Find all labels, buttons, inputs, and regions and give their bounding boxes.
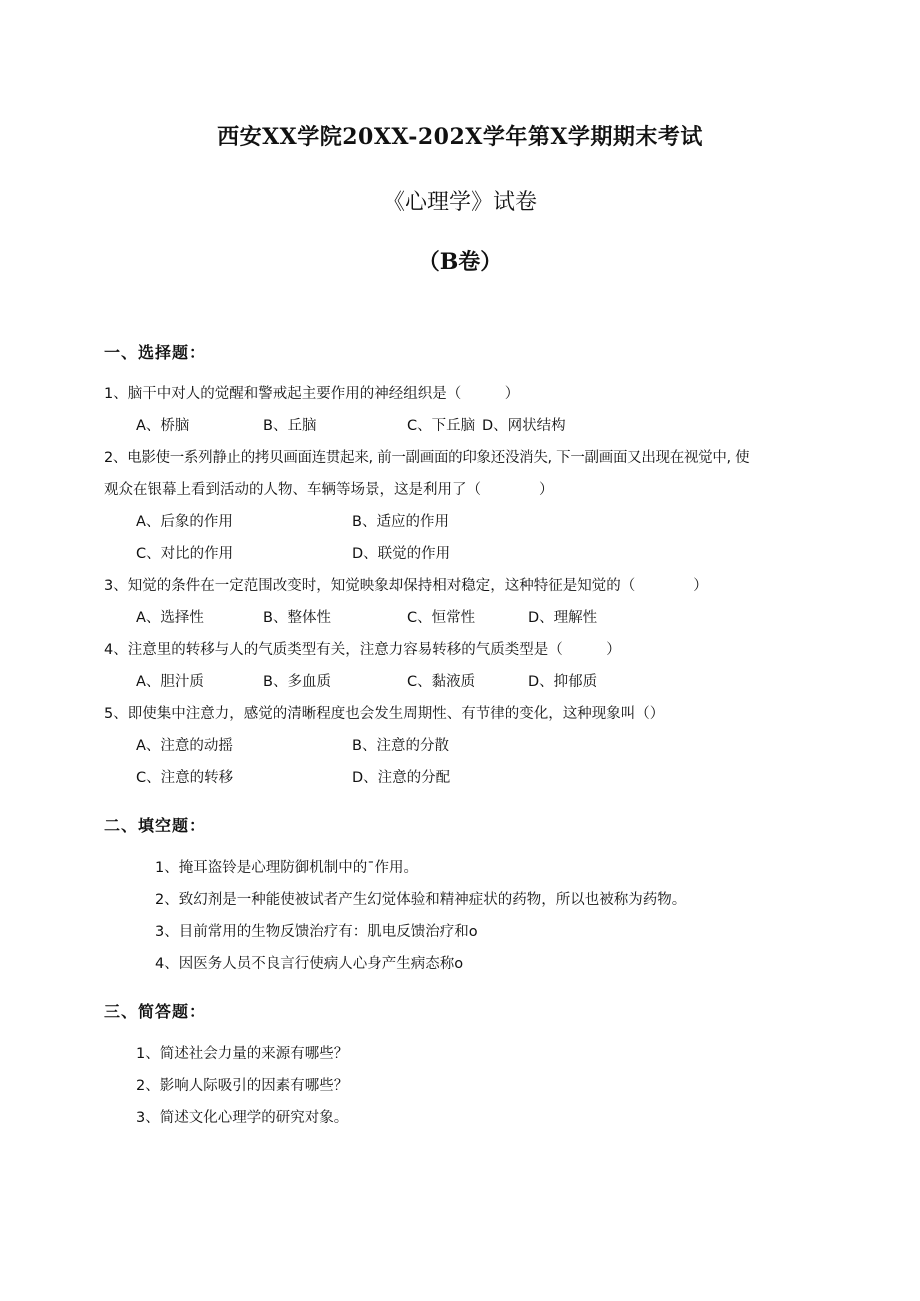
fill-blank-item: 3、目前常用的生物反馈治疗有：肌电反馈治疗和o: [155, 924, 478, 940]
q2-option-a: A、后象的作用: [136, 514, 233, 530]
section-heading-choice: 一、选择题：: [104, 343, 207, 362]
q2-option-c: C、对比的作用: [136, 546, 234, 562]
paper-version: （B卷）: [417, 249, 503, 275]
question-1: 1、脑干中对人的觉醒和警戒起主要作用的神经组织是（ ）: [104, 386, 520, 402]
question-2-line1: 2、电影使一系列静止的拷贝画面连贯起来, 前一副画面的印象还没消失, 下一副画面又出现在视觉中, 使: [104, 450, 750, 466]
q2-option-d: D、联觉的作用: [352, 546, 451, 562]
section-heading-short-answer: 三、简答题：: [104, 1002, 207, 1021]
short-answer-item: 3、简述文化心理学的研究对象。: [136, 1110, 349, 1126]
q5-option-d: D、注意的分配: [352, 770, 451, 786]
question-5: 5、即使集中注意力，感觉的清晰程度也会发生周期性、有节律的变化，这种现象叫（）: [104, 706, 665, 722]
q5-option-a: A、注意的动摇: [136, 738, 233, 754]
course-title: 《心理学》试卷: [382, 190, 537, 215]
question-2-line2: 观众在银幕上看到活动的人物、车辆等场景，这是利用了（ ）: [104, 482, 554, 498]
exam-title: 西安XX学院20XX-202X学年第X学期期末考试: [217, 124, 703, 150]
q1-option-c: C、下丘脑: [407, 418, 476, 434]
q1-option-b: B、丘脑: [263, 418, 317, 434]
q3-option-c: C、恒常性: [407, 610, 476, 626]
fill-blank-item: 2、致幻剂是一种能使被试者产生幻觉体验和精神症状的药物，所以也被称为药物。: [155, 892, 687, 908]
q1-option-d: D、网状结构: [482, 418, 566, 434]
question-4: 4、注意里的转移与人的气质类型有关，注意力容易转移的气质类型是（ ）: [104, 642, 621, 658]
q5-option-c: C、注意的转移: [136, 770, 234, 786]
section-heading-fill-blank: 二、填空题：: [104, 816, 207, 835]
q4-option-c: C、黏液质: [407, 674, 476, 690]
q1-option-a: A、桥脑: [136, 418, 190, 434]
q4-option-b: B、多血质: [263, 674, 331, 690]
fill-blank-item: 1、掩耳盗铃是心理防御机制中的ˉ作用。: [155, 860, 418, 876]
q3-option-d: D、理解性: [528, 610, 598, 626]
question-3: 3、知觉的条件在一定范围改变时，知觉映象却保持相对稳定，这种特征是知觉的（ ）: [104, 578, 708, 594]
q3-option-b: B、整体性: [263, 610, 331, 626]
q5-option-b: B、注意的分散: [352, 738, 449, 754]
short-answer-item: 2、影响人际吸引的因素有哪些？: [136, 1078, 349, 1094]
q3-option-a: A、选择性: [136, 610, 204, 626]
q2-option-b: B、适应的作用: [352, 514, 449, 530]
short-answer-item: 1、简述社会力量的来源有哪些？: [136, 1046, 349, 1062]
q4-option-d: D、抑郁质: [528, 674, 598, 690]
fill-blank-item: 4、因医务人员不良言行使病人心身产生病态称o: [155, 956, 464, 972]
q4-option-a: A、胆汁质: [136, 674, 204, 690]
